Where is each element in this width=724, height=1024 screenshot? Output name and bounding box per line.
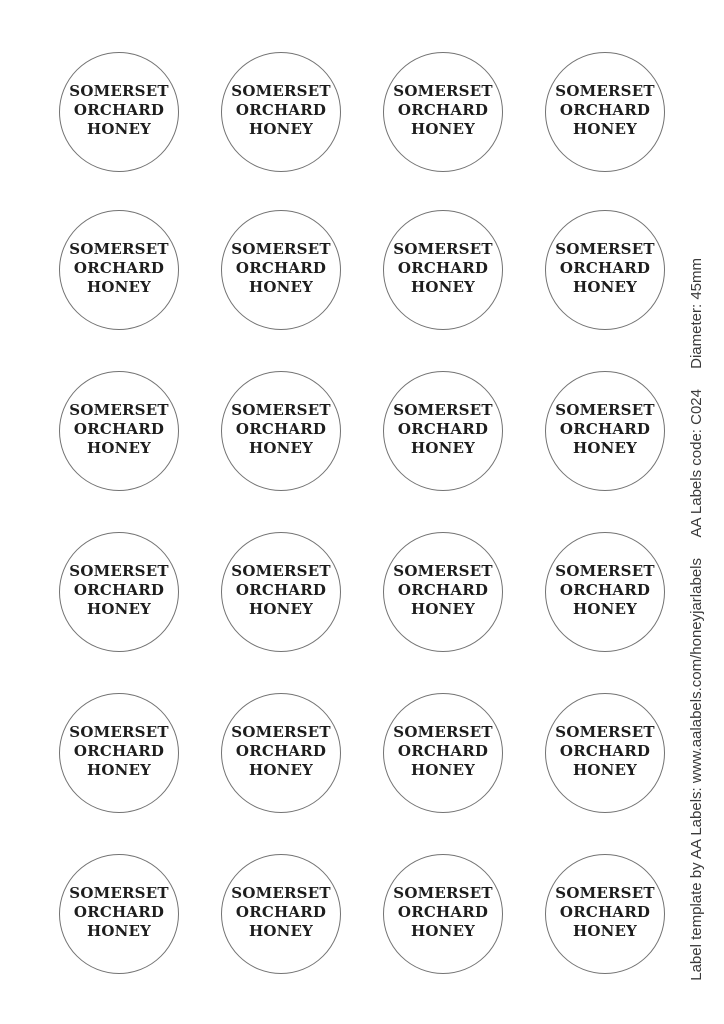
- label-line-1: SOMERSET: [393, 240, 493, 258]
- label-line-3: HONEY: [248, 922, 314, 940]
- honey-jar-label: [383, 52, 503, 172]
- label-text: [231, 401, 330, 458]
- label-line-1: SOMERSET: [69, 723, 169, 741]
- honey-jar-label: [59, 52, 179, 172]
- label-line-3: HONEY: [86, 761, 152, 779]
- honey-jar-label: [59, 371, 179, 491]
- label-line-1: SOMERSET: [555, 723, 655, 741]
- honey-jar-label: [383, 693, 503, 813]
- label-line-1: SOMERSET: [555, 240, 655, 258]
- label-line-3: HONEY: [572, 761, 638, 779]
- label-line-3: HONEY: [410, 439, 476, 457]
- label-text: [69, 401, 168, 458]
- label-line-2: ORCHARD: [397, 259, 489, 277]
- label-line-1: SOMERSET: [69, 884, 169, 902]
- label-line-2: ORCHARD: [235, 259, 327, 277]
- label-line-2: ORCHARD: [235, 742, 327, 760]
- label-line-1: SOMERSET: [231, 401, 331, 419]
- label-line-3: HONEY: [572, 439, 638, 457]
- label-line-1: SOMERSET: [555, 884, 655, 902]
- label-text: [69, 82, 168, 139]
- label-line-1: SOMERSET: [393, 401, 493, 419]
- label-line-1: SOMERSET: [393, 884, 493, 902]
- label-line-3: HONEY: [410, 761, 476, 779]
- label-line-1: SOMERSET: [231, 884, 331, 902]
- label-line-2: ORCHARD: [559, 420, 651, 438]
- honey-jar-label: [545, 210, 665, 330]
- label-text: [69, 240, 168, 297]
- label-line-3: HONEY: [248, 600, 314, 618]
- label-line-1: SOMERSET: [393, 562, 493, 580]
- label-line-3: HONEY: [572, 922, 638, 940]
- label-line-2: ORCHARD: [559, 581, 651, 599]
- label-line-3: HONEY: [572, 600, 638, 618]
- label-line-1: SOMERSET: [555, 82, 655, 100]
- label-line-2: ORCHARD: [235, 581, 327, 599]
- label-line-1: SOMERSET: [69, 240, 169, 258]
- label-line-1: SOMERSET: [393, 82, 493, 100]
- label-text: [69, 723, 168, 780]
- label-line-2: ORCHARD: [73, 259, 165, 277]
- honey-jar-label: [383, 371, 503, 491]
- label-line-3: HONEY: [410, 120, 476, 138]
- honey-jar-label: [383, 532, 503, 652]
- label-text: [231, 240, 330, 297]
- label-text: [231, 82, 330, 139]
- label-line-2: ORCHARD: [559, 903, 651, 921]
- honey-jar-label: [545, 532, 665, 652]
- label-text: [393, 240, 492, 297]
- honey-jar-label: [221, 52, 341, 172]
- honey-jar-label: [221, 854, 341, 974]
- label-text: [393, 401, 492, 458]
- label-line-1: SOMERSET: [69, 401, 169, 419]
- label-line-3: HONEY: [248, 278, 314, 296]
- label-line-2: ORCHARD: [73, 420, 165, 438]
- honey-jar-label: [545, 52, 665, 172]
- label-line-2: ORCHARD: [73, 903, 165, 921]
- label-line-1: SOMERSET: [555, 562, 655, 580]
- label-line-1: SOMERSET: [231, 82, 331, 100]
- honey-jar-label: [545, 371, 665, 491]
- label-line-1: SOMERSET: [231, 240, 331, 258]
- label-line-2: ORCHARD: [397, 903, 489, 921]
- label-text: [69, 884, 168, 941]
- template-credit-note: Label template by AA Labels: www.aalabels.com/honeyjarlabels: [688, 558, 705, 981]
- label-line-3: HONEY: [248, 120, 314, 138]
- label-line-1: SOMERSET: [231, 723, 331, 741]
- label-line-3: HONEY: [248, 439, 314, 457]
- honey-jar-label: [221, 371, 341, 491]
- label-line-2: ORCHARD: [73, 101, 165, 119]
- label-line-2: ORCHARD: [397, 420, 489, 438]
- honey-jar-label: [59, 854, 179, 974]
- label-line-3: HONEY: [572, 120, 638, 138]
- label-line-3: HONEY: [86, 600, 152, 618]
- honey-jar-label: [383, 854, 503, 974]
- label-line-3: HONEY: [86, 120, 152, 138]
- honey-jar-label: [59, 693, 179, 813]
- label-text: [69, 562, 168, 619]
- label-line-1: SOMERSET: [69, 82, 169, 100]
- label-text: [555, 401, 654, 458]
- labels-code-note: AA Labels code: C024: [688, 389, 705, 538]
- honey-jar-label: [383, 210, 503, 330]
- label-line-3: HONEY: [410, 922, 476, 940]
- diameter-note: Diameter: 45mm: [688, 258, 705, 369]
- label-line-3: HONEY: [86, 278, 152, 296]
- label-line-2: ORCHARD: [397, 581, 489, 599]
- label-line-2: ORCHARD: [559, 101, 651, 119]
- label-line-3: HONEY: [410, 600, 476, 618]
- label-line-1: SOMERSET: [69, 562, 169, 580]
- label-text: [555, 723, 654, 780]
- label-text: [555, 884, 654, 941]
- label-text: [393, 82, 492, 139]
- label-line-2: ORCHARD: [235, 420, 327, 438]
- label-line-3: HONEY: [86, 439, 152, 457]
- label-text: [393, 884, 492, 941]
- label-text: [231, 884, 330, 941]
- label-line-2: ORCHARD: [235, 903, 327, 921]
- honey-jar-label: [545, 693, 665, 813]
- label-text: [393, 723, 492, 780]
- label-line-3: HONEY: [86, 922, 152, 940]
- honey-jar-label: [59, 532, 179, 652]
- label-line-2: ORCHARD: [235, 101, 327, 119]
- label-text: [555, 82, 654, 139]
- label-text: [555, 240, 654, 297]
- honey-jar-label: [221, 210, 341, 330]
- label-line-1: SOMERSET: [393, 723, 493, 741]
- label-text: [231, 562, 330, 619]
- label-line-2: ORCHARD: [559, 742, 651, 760]
- label-text: [231, 723, 330, 780]
- label-line-1: SOMERSET: [231, 562, 331, 580]
- label-line-2: ORCHARD: [559, 259, 651, 277]
- label-line-3: HONEY: [572, 278, 638, 296]
- label-line-2: ORCHARD: [397, 101, 489, 119]
- label-line-2: ORCHARD: [73, 581, 165, 599]
- label-text: [555, 562, 654, 619]
- label-line-2: ORCHARD: [397, 742, 489, 760]
- label-line-1: SOMERSET: [555, 401, 655, 419]
- label-line-3: HONEY: [410, 278, 476, 296]
- label-text: [393, 562, 492, 619]
- honey-jar-label: [59, 210, 179, 330]
- label-line-3: HONEY: [248, 761, 314, 779]
- label-line-2: ORCHARD: [73, 742, 165, 760]
- honey-jar-label: [221, 532, 341, 652]
- honey-jar-label: [221, 693, 341, 813]
- honey-jar-label: [545, 854, 665, 974]
